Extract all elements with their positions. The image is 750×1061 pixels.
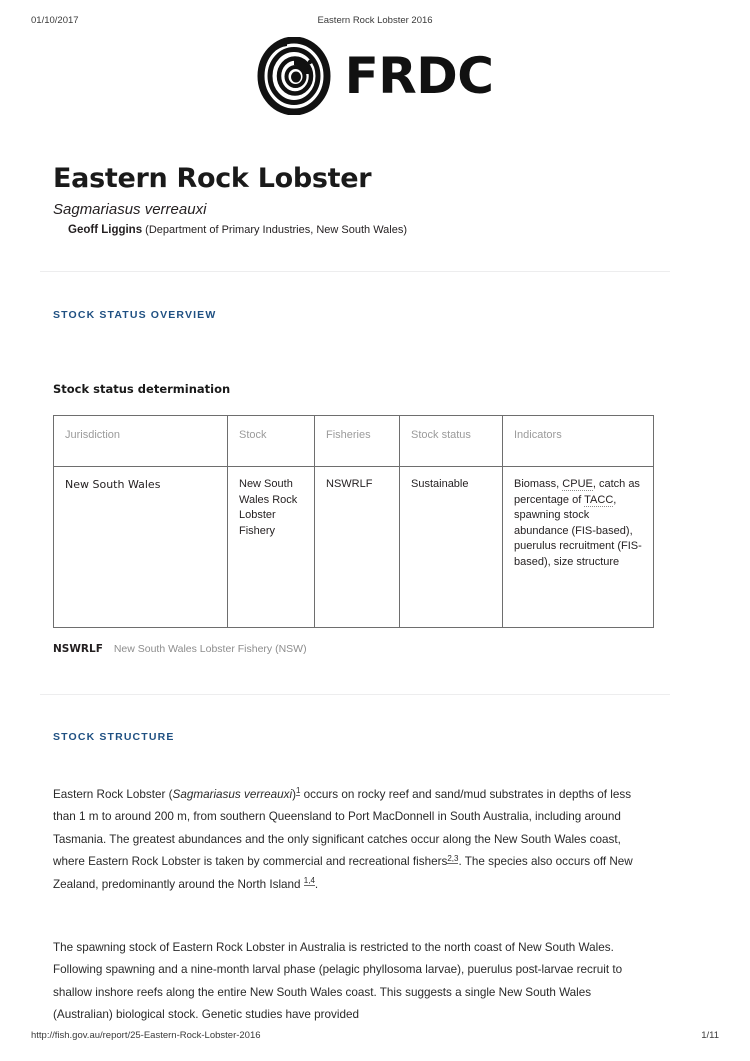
para1-segment-b: ) (292, 787, 296, 801)
para1-segment-d: . The species also occurs off New Zealand, predominantly around the North Island (53, 855, 633, 891)
sub-heading-stock-status-determination: Stock status determination (53, 382, 231, 396)
status-badge: Sustainable (400, 467, 503, 628)
indicators-text-post: , spawning stock abundance (FIS-based), puerulus recruitment (FIS-based), size structure (514, 493, 642, 569)
paragraph-stock-structure-2: The spawning stock of Eastern Rock Lobster in Australia is restricted to the north coast of New South Wales. Following spawning and a nine-month larval phase (pelagic phyllosoma larvae), puerulus post-larvae recruit to shallow inshore reefs along the entire New South Wales coast. This suggests a single New South Wales (Australian) biological stock. Genetic studies have provided (53, 940, 623, 1022)
footnote-ref-2-3[interactable]: 2,3 (447, 853, 459, 863)
paragraph-stock-structure-1 (53, 784, 642, 897)
frdc-spiral-logo-icon (257, 37, 333, 115)
abbr-cpue: CPUE (562, 478, 593, 490)
indicators-text-mid: , catch as percentage of (514, 478, 640, 506)
author-name: Geoff Liggins (68, 224, 143, 236)
stock-status-table (53, 415, 654, 628)
para1-segment-e: . (314, 878, 319, 891)
cell-fisheries: NSWRLF (315, 467, 400, 628)
print-header-title: Eastern Rock Lobster 2016 (317, 15, 433, 26)
column-header-stock: Stock (228, 416, 315, 467)
column-header-stock-status: Stock status (400, 416, 503, 467)
table-row (54, 467, 654, 628)
frdc-logo (0, 36, 750, 116)
section-heading-stock-status-overview: STOCK STATUS OVERVIEW (53, 309, 217, 321)
footer-page-number: 1/11 (701, 1030, 719, 1041)
page-title: Eastern Rock Lobster (53, 163, 372, 194)
author-affiliation: (Department of Primary Industries, New South Wales) (145, 224, 408, 236)
print-header (0, 15, 750, 29)
cell-indicators (503, 467, 654, 628)
column-header-jurisdiction: Jurisdiction (54, 416, 228, 467)
para1-species-italic: Sagmariasus verreauxi (172, 787, 293, 801)
footer-url[interactable]: http://fish.gov.au/report/25-Eastern-Rock-Lobster-2016 (31, 1030, 261, 1041)
print-footer (0, 1030, 750, 1044)
table-header-row (54, 416, 654, 467)
column-header-fisheries: Fisheries (315, 416, 400, 467)
section-heading-stock-structure: STOCK STRUCTURE (53, 731, 175, 743)
cell-jurisdiction: New South Wales (54, 467, 228, 628)
abbr-tacc: TACC (584, 493, 614, 506)
frdc-wordmark: FRDC (344, 47, 494, 105)
divider-top (40, 271, 670, 272)
indicators-text-pre: Biomass, (514, 478, 563, 490)
footnote-ref-1-4[interactable]: 1,4 (303, 876, 315, 886)
divider-middle (40, 694, 670, 695)
para1-segment-a: Eastern Rock Lobster ( (53, 787, 173, 801)
legend-expansion: New South Wales Lobster Fishery (NSW) (113, 643, 307, 655)
species-name: Sagmariasus verreauxi (53, 201, 207, 218)
print-header-date: 01/10/2017 (31, 15, 79, 26)
legend-abbreviation: NSWRLF (53, 643, 103, 655)
cell-stock: New South Wales Rock Lobster Fishery (228, 467, 315, 628)
table-legend (53, 643, 307, 655)
footnote-ref-1[interactable]: 1 (295, 785, 301, 795)
para1-segment-c: occurs on rocky reef and sand/mud substrates in depths of less than 1 m to around 200 m, from southern Queensland to Port MacDonnell in South Australia, including around Tasmania. The greatest abundances and the only significant catches occur along the New South Wales coast, where Eastern Rock Lobster is taken by commercial and recreational fishers (53, 787, 632, 869)
column-header-indicators: Indicators (503, 416, 654, 467)
author-line (68, 224, 407, 236)
